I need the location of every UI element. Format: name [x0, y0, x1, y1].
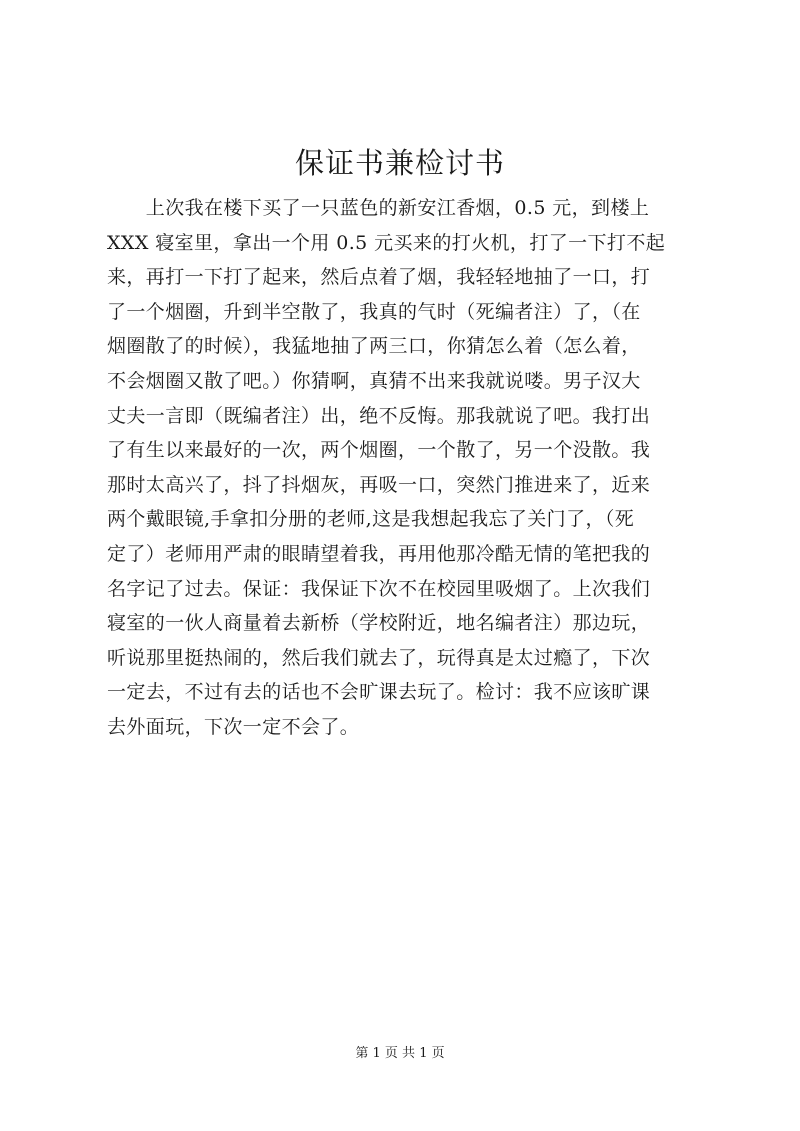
body-line: 不会烟圈又散了吧。）你猜啊，真猜不出来我就说喽。男子汉大: [107, 369, 641, 392]
body-line: 去外面玩，下次一定不会了。: [107, 715, 360, 738]
body-line: 名字记了过去。保证：我保证下次不在校园里吸烟了。上次我们: [107, 577, 651, 600]
body-line: 了一个烟圈，升到半空散了，我真的气时（死编者注）了，（在: [107, 300, 641, 323]
body-line: 丈夫一言即（既编者注）出，绝不反悔。那我就说了吧。我打出: [107, 404, 651, 427]
body-line: 了有生以来最好的一次，两个烟圈，一个散了，另一个没散。我: [107, 439, 651, 462]
body-line: 一定去，不过有去的话也不会旷课去玩了。检讨：我不应该旷课: [107, 681, 651, 704]
body-line: 听说那里挺热闹的，然后我们就去了，玩得真是太过瘾了，下次: [107, 646, 651, 669]
body-line: 烟圈散了的时候），我猛地抽了两三口，你猜怎么着（怎么着，: [107, 335, 641, 358]
body-line: 来，再打一下打了起来，然后点着了烟，我轻轻地抽了一口，打: [107, 266, 651, 289]
document-body: [107, 191, 701, 745]
body-line: XXX 寝室里，拿出一个用 0.5 元买来的打火机，打了一下打不起: [107, 231, 666, 254]
body-line: 寝室的一伙人商量着去新桥（学校附近，地名编者注）那边玩，: [107, 612, 651, 635]
document-title: 保证书兼检讨书: [294, 146, 505, 180]
page-footer: 第 1 页 共 1 页: [355, 1046, 445, 1061]
body-line: 两个戴眼镜,手拿扣分册的老师,这是我想起我忘了关门了，（死: [107, 508, 635, 531]
body-line: 那时太高兴了，抖了抖烟灰，再吸一口，突然门推进来了，近来: [107, 473, 651, 496]
body-line: 定了）老师用严肃的眼睛望着我，再用他那冷酷无情的笔把我的: [107, 542, 651, 565]
body-line: 上次我在楼下买了一只蓝色的新安江香烟，0.5 元，到楼上: [107, 197, 650, 219]
